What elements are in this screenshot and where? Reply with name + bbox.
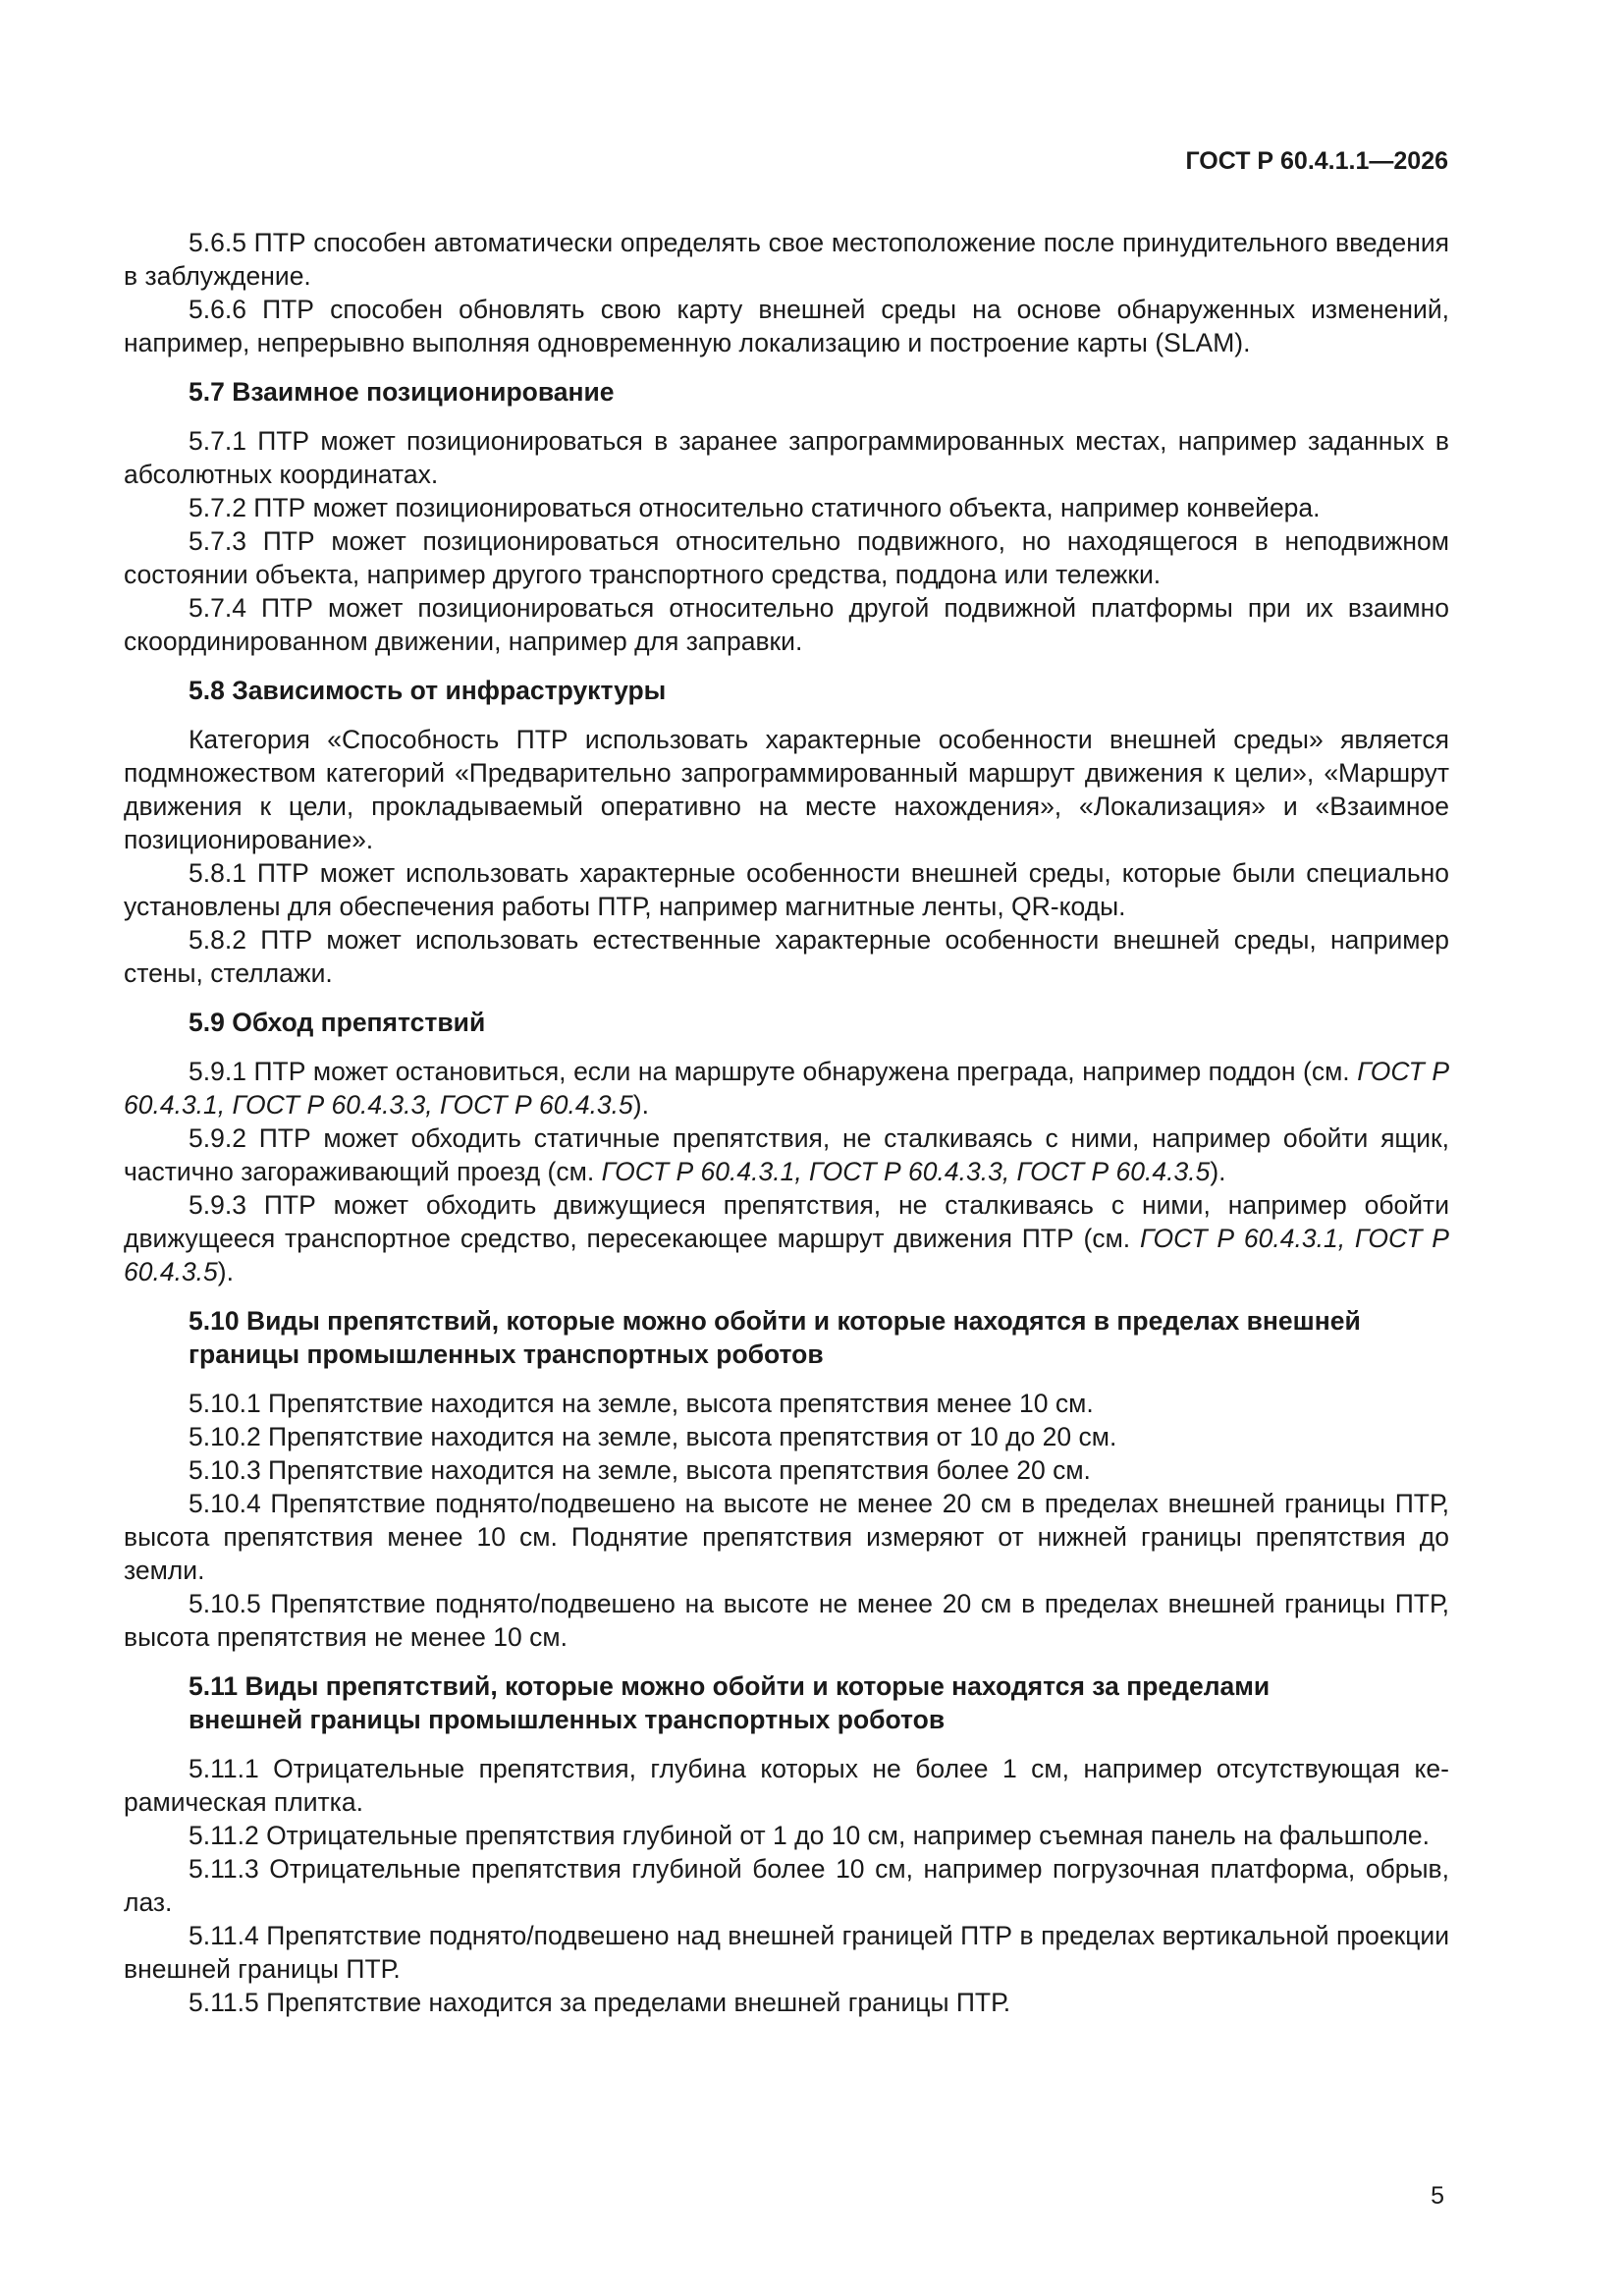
paragraph-5-11-4: 5.11.4 Препятствие поднято/подвешено над внешней границей ПТР в пределах вертикальной проекции внешней границы ПТР.: [124, 1921, 1449, 1984]
paragraph-5-6-6: 5.6.6 ПТР способен обновлять свою карту внешней среды на основе обнаруженных изменений, например, непрерывно выполняя одновременную локализацию и построение карты (SLAM).: [124, 295, 1449, 357]
paragraph-text: 5.9.3 ПТР может обходить движущиеся препятствия, не сталкиваясь с ними, например обойти движущееся транспортное средство, пересекающее маршрут движения ПТР (см.: [124, 1190, 1449, 1253]
paragraph-5-11-2: 5.11.2 Отрицательные препятствия глубиной от 1 до 10 см, например съемная панель на фальшполе.: [189, 1821, 1431, 1850]
paragraph-tail: ).: [217, 1257, 234, 1286]
paragraph-5-7-4: 5.7.4 ПТР может позиционироваться относительно другой подвижной платформы при их взаимно скоординированном движении, например для заправки.: [124, 593, 1449, 656]
paragraph-5-10-5: 5.10.5 Препятствие поднято/подвешено на высоте не менее 20 см в пределах внешней границы ПТР, высота препятствия не менее 10 см.: [124, 1589, 1449, 1652]
paragraph-5-7-2: 5.7.2 ПТР может позиционироваться относительно статичного объекта, например конвейера.: [189, 493, 1321, 522]
paragraph-5-6-5: 5.6.5 ПТР способен автоматически определять свое местоположение после принудительного введения в заблуждение.: [124, 228, 1449, 291]
paragraph-5-8-1: 5.8.1 ПТР может использовать характерные особенности внешней среды, которые были специально установлены для обеспечения работы ПТР, например магнитные ленты, QR-коды.: [124, 858, 1449, 921]
paragraph-5-10-2: 5.10.2 Препятствие находится на земле, высота препятствия от 10 до 20 см.: [189, 1422, 1117, 1451]
paragraph-5-7-1: 5.7.1 ПТР может позиционироваться в заранее запрограммированных местах, например заданных в абсолютных координатах.: [124, 426, 1449, 489]
paragraph-5-7-3: 5.7.3 ПТР может позиционироваться относительно подвижного, но находящегося в неподвижном состоянии объекта, например другого транспортного средства, поддона или тележки.: [124, 526, 1449, 589]
heading-5-11-line-2: внешней границы промышленных транспортных роботов: [189, 1705, 946, 1734]
paragraph-5-9-2: [124, 1121, 1449, 1188]
document-header: ГОСТ Р 60.4.1.1—2026: [1185, 147, 1448, 175]
paragraph-5-11-3: 5.11.3 Отрицательные препятствия глубиной более 10 см, например погрузочная платформа, обрыв, лаз.: [124, 1854, 1449, 1917]
paragraph-5-10-4: 5.10.4 Препятствие поднято/подвешено на высоте не менее 20 см в пределах внешней границы ПТР, высота препятствия менее 10 см. Поднятие препятствия измеряют от нижней границы препятствия до земли.: [124, 1489, 1449, 1585]
paragraph-5-10-1: 5.10.1 Препятствие находится на земле, высота препятствия менее 10 см.: [189, 1389, 1094, 1418]
standard-reference: ГОСТ Р 60.4.3.1, ГОСТ Р 60.4.3.3, ГОСТ Р 60.4.3.5: [601, 1157, 1211, 1186]
paragraph-5-11-5: 5.11.5 Препятствие находится за пределами внешней границы ПТР.: [189, 1988, 1011, 2017]
paragraph-text: 5.9.2 ПТР может обходить статичные препятствия, не сталкиваясь с ними, например обойти ящик, частично загораживающий проезд (см.: [124, 1123, 1449, 1186]
paragraph-5-8-2: 5.8.2 ПТР может использовать естественные характерные особенности внешней среды, например стены, стеллажи.: [124, 925, 1449, 988]
paragraph-5-11-1: 5.11.1 Отрицательные препятствия, глубина которых не более 1 см, например отсутствующая керамическая плитка.: [124, 1754, 1449, 1817]
paragraph-5-9-3: [124, 1188, 1449, 1288]
heading-5-10-line-1: 5.10 Виды препятствий, которые можно обойти и которые находятся в пределах внешней: [189, 1306, 1361, 1336]
heading-5-8: 5.8 Зависимость от инфраструктуры: [189, 676, 667, 705]
paragraph-5-8-intro: Категория «Способность ПТР использовать характерные особенности внешней среды» является подмножеством категорий «Предварительно запрограммированный маршрут движения к цели», «Маршрут движения к цели, прокладываемый оперативно на месте нахождения», «Локализация» и «Взаимное позиционирование».: [124, 725, 1449, 854]
paragraph-text: 5.9.1 ПТР может остановиться, если на маршруте обнаружена преграда, например поддон (см.: [189, 1057, 1358, 1086]
page-number: 5: [1431, 2182, 1444, 2210]
heading-5-10-line-2: границы промышленных транспортных роботов: [189, 1339, 824, 1369]
standard-reference: ГОСТ Р 60.4.3.1, ГОСТ Р 60.4.3.5: [124, 1224, 1449, 1286]
document-body: [124, 226, 1449, 2019]
paragraph-tail: ).: [632, 1090, 649, 1120]
heading-5-9: 5.9 Обход препятствий: [189, 1008, 486, 1037]
paragraph-5-9-1: [124, 1055, 1449, 1121]
heading-5-7: 5.7 Взаимное позиционирование: [189, 377, 615, 407]
heading-5-11-line-1: 5.11 Виды препятствий, которые можно обойти и которые находятся за пределами: [189, 1671, 1271, 1701]
paragraph-tail: ).: [1210, 1157, 1226, 1186]
paragraph-5-10-3: 5.10.3 Препятствие находится на земле, высота препятствия более 20 см.: [189, 1455, 1091, 1485]
standard-reference: ГОСТ Р 60.4.3.1, ГОСТ Р 60.4.3.3, ГОСТ Р 60.4.3.5: [124, 1057, 1449, 1120]
